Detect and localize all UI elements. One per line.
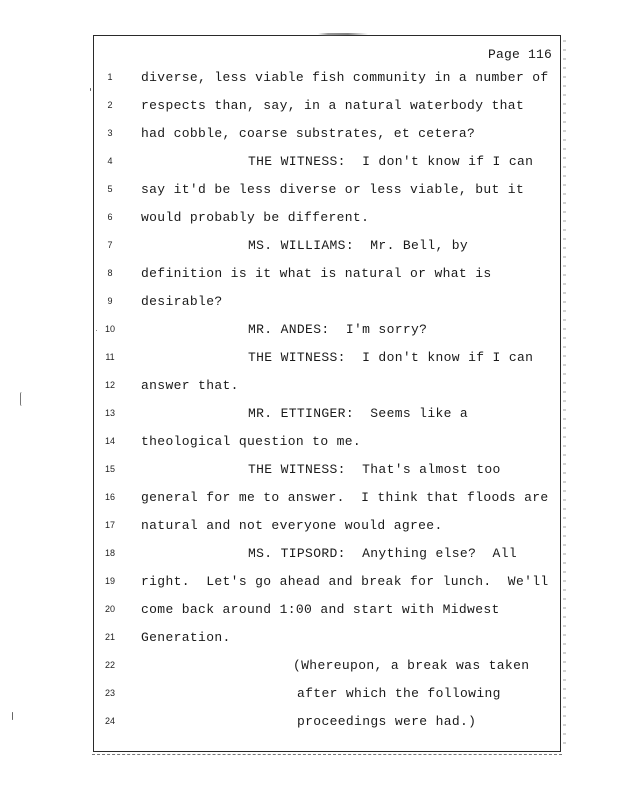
line-text: desirable?: [141, 294, 223, 309]
transcript-line-3: [0, 124, 618, 144]
line-number: 13: [104, 408, 115, 418]
line-number: 21: [104, 632, 115, 642]
line-text: theological question to me.: [141, 434, 362, 449]
transcript-line-4: [0, 152, 618, 172]
transcript-line-8: [0, 264, 618, 284]
line-number: 5: [107, 184, 113, 194]
transcript-line-20: [0, 600, 618, 620]
line-number: 7: [107, 240, 113, 250]
line-text: (Whereupon, a break was taken: [293, 658, 530, 673]
transcript-line-7: [0, 236, 618, 256]
transcript-line-10: [0, 320, 618, 340]
line-number: 23: [104, 688, 115, 698]
line-text: say it'd be less diverse or less viable, but it: [141, 182, 525, 197]
line-number: 24: [104, 716, 115, 726]
line-text: THE WITNESS: I don't know if I can: [248, 350, 534, 365]
line-number: 2: [107, 100, 113, 110]
line-text: MS. WILLIAMS: Mr. Bell, by: [248, 238, 469, 253]
transcript-line-11: [0, 348, 618, 368]
scan-speckle: [90, 88, 91, 91]
line-number: 10: [104, 324, 115, 334]
line-number: 9: [107, 296, 113, 306]
line-text: THE WITNESS: I don't know if I can: [248, 154, 534, 169]
transcript-line-22: [0, 656, 618, 676]
transcript-line-5: [0, 180, 618, 200]
transcript-line-9: [0, 292, 618, 312]
page-number: Page 116: [487, 47, 552, 62]
line-number: 20: [104, 604, 115, 614]
line-number: 1: [107, 72, 113, 82]
transcript-line-2: [0, 96, 618, 116]
line-text: definition is it what is natural or what is: [141, 266, 492, 281]
line-text: had cobble, coarse substrates, et cetera?: [141, 126, 476, 141]
line-text: MR. ANDES: I'm sorry?: [248, 322, 428, 337]
line-text: MS. TIPSORD: Anything else? All: [248, 546, 517, 561]
transcript-line-21: [0, 628, 618, 648]
transcript-line-1: [0, 68, 618, 88]
line-number: 3: [107, 128, 113, 138]
transcript-line-6: [0, 208, 618, 228]
line-text: proceedings were had.): [297, 714, 477, 729]
line-number: 17: [104, 520, 115, 530]
top-smudge: [318, 33, 368, 36]
transcript-line-14: [0, 432, 618, 452]
transcript-line-24: [0, 712, 618, 732]
transcript-line-12: [0, 376, 618, 396]
line-text: right. Let's go ahead and break for lunch. We'll: [141, 574, 549, 589]
line-text: natural and not everyone would agree.: [141, 518, 443, 533]
line-number: 22: [104, 660, 115, 670]
scan-speckle: [20, 392, 24, 406]
line-text: would probably be different.: [141, 210, 370, 225]
transcript-line-19: [0, 572, 618, 592]
transcript-line-17: [0, 516, 618, 536]
line-number: 11: [105, 352, 115, 362]
scan-speckle: [96, 330, 97, 331]
line-text: MR. ETTINGER: Seems like a: [248, 406, 469, 421]
line-number: 14: [104, 436, 115, 446]
line-text: diverse, less viable fish community in a number of: [141, 70, 549, 85]
scan-speckle: [12, 712, 13, 720]
line-number: 19: [104, 576, 115, 586]
line-text: respects than, say, in a natural waterbody that: [141, 98, 525, 113]
transcript-line-23: [0, 684, 618, 704]
transcript-line-18: [0, 544, 618, 564]
transcript-line-13: [0, 404, 618, 424]
line-text: general for me to answer. I think that floods are: [141, 490, 549, 505]
line-text: after which the following: [297, 686, 501, 701]
transcript-line-16: [0, 488, 618, 508]
line-text: THE WITNESS: That's almost too: [248, 462, 501, 477]
line-text: come back around 1:00 and start with Midwest: [141, 602, 500, 617]
line-text: Generation.: [141, 630, 231, 645]
line-number: 6: [107, 212, 113, 222]
line-number: 16: [104, 492, 115, 502]
line-number: 15: [104, 464, 115, 474]
line-number: 18: [104, 548, 115, 558]
line-number: 8: [107, 268, 113, 278]
line-text: answer that.: [141, 378, 239, 393]
transcript-line-15: [0, 460, 618, 480]
line-number: 4: [107, 156, 113, 166]
line-number: 12: [104, 380, 115, 390]
